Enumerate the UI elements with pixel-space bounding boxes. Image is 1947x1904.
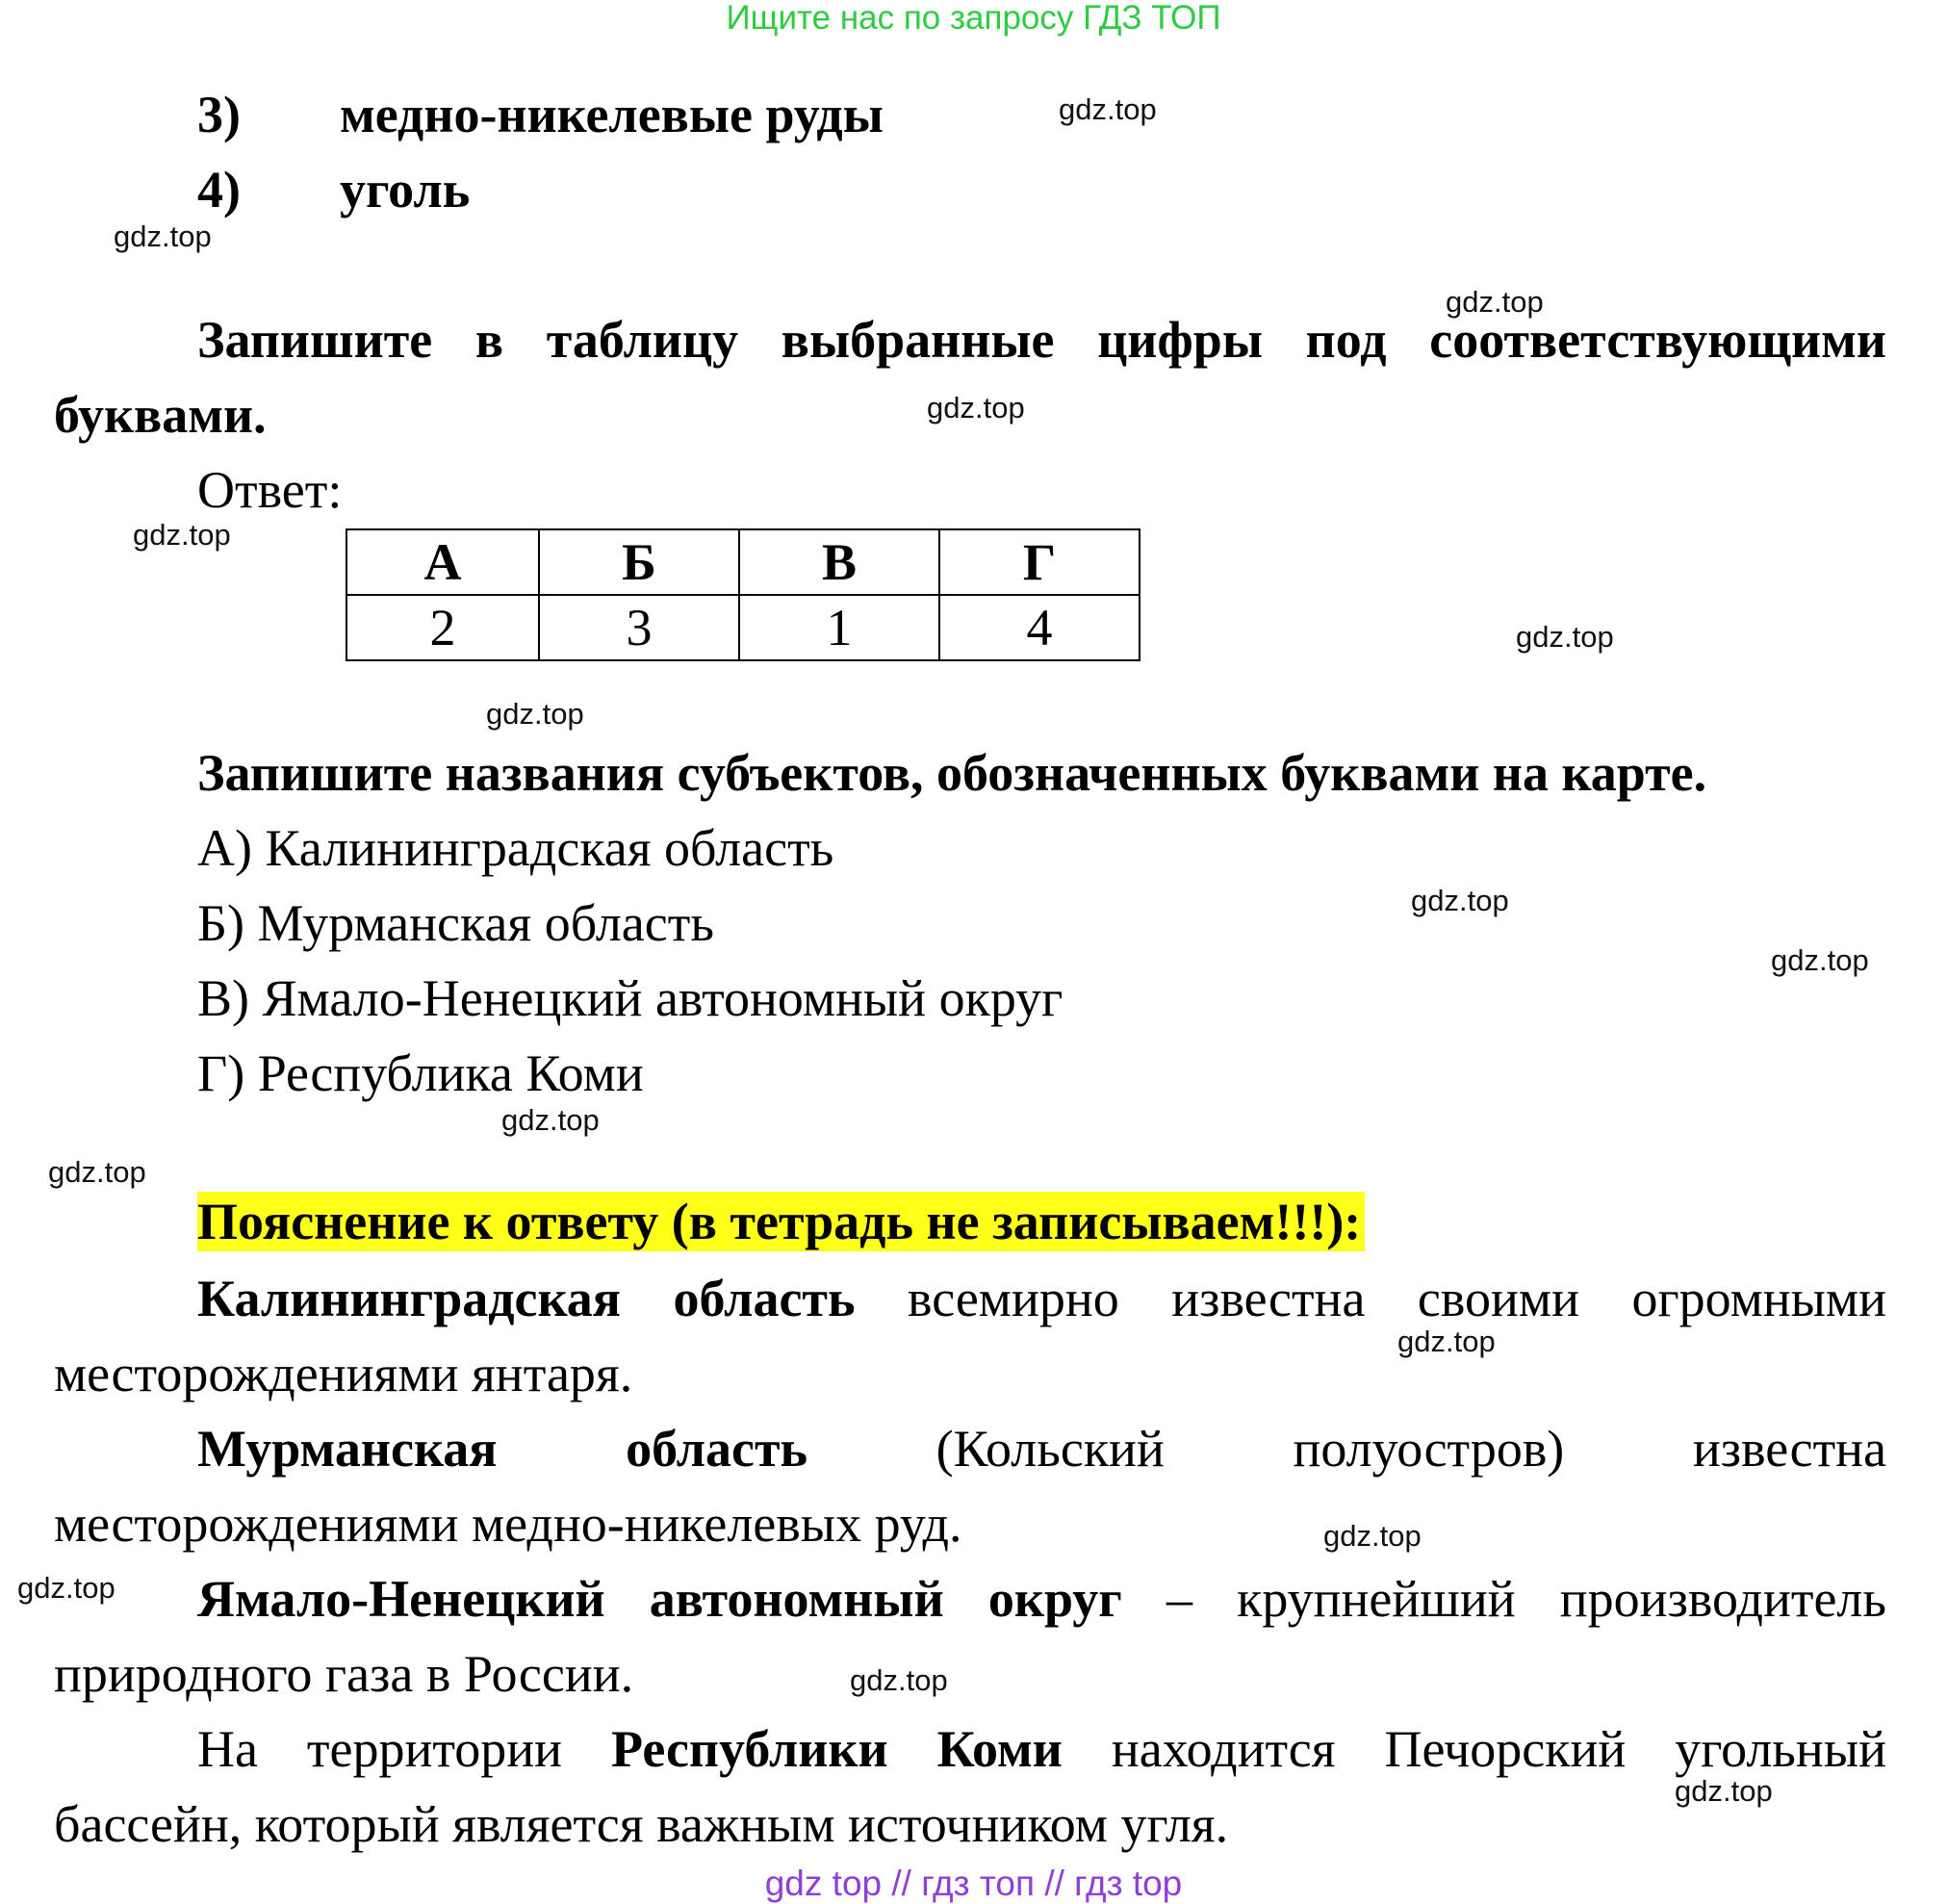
watermark: gdz.top [927,391,1025,425]
explanation-p3-line1 [197,1569,1886,1629]
explanation-p2-word5: известна [1692,1420,1887,1478]
explanation-p2-bold1: Мурманская [197,1420,498,1478]
explanation-p2-line1 [197,1419,1886,1479]
table-header-b: Б [539,529,739,595]
table-value-v: 1 [739,595,939,660]
top-banner: Ищите нас по запросу ГДЗ ТОП [726,0,1221,37]
region-b: Б) Мурманская область [197,894,714,952]
watermark: gdz.top [1397,1325,1496,1358]
explanation-p4-line2: бассейн, который является важным источником угля. [54,1795,1229,1853]
task2-text: Запишите названия субъектов, обозначенных буквами на карте. [197,744,1707,802]
watermark: gdz.top [1411,884,1509,917]
explanation-p2-bold2: область [626,1420,808,1478]
option-3-text: медно-никелевые руды [340,86,884,143]
region-v: В) Ямало-Ненецкий автономный округ [197,969,1063,1027]
watermark: gdz.top [486,697,584,731]
explanation-p2-line2: месторождениями медно-никелевых руд. [54,1495,962,1553]
explanation-p2-word4: полуостров) [1293,1420,1565,1478]
table-header-g: Г [939,529,1140,595]
watermark: gdz.top [114,219,212,253]
watermark: gdz.top [1771,943,1869,977]
explanation-p1-line2: месторождениями янтаря. [54,1345,633,1402]
table-header-v: В [739,529,939,595]
region-a: А) Калининградская область [197,819,834,877]
explanation-p3-bold: Ямало-Ненецкий автономный округ [197,1570,1122,1628]
explanation-p3-rest: – крупнейший производитель [1166,1570,1886,1628]
table-value-g: 4 [939,595,1140,660]
watermark: gdz.top [501,1103,600,1137]
watermark: gdz.top [17,1571,115,1605]
watermark: gdz.top [133,518,231,552]
explanation-p1-rest: всемирно известна своими огромными [908,1270,1887,1327]
option-4-text: уголь [340,161,471,219]
option-4-number: 4) [197,161,241,219]
explanation-p1-bold: Калининградская область [197,1270,856,1327]
table-header-a: А [346,529,539,595]
task1-line2: буквами. [54,386,267,444]
bottom-banner: gdz top // гдз топ // гдз top [764,1864,1183,1903]
watermark: gdz.top [850,1663,948,1697]
task1-line1: Запишите в таблицу выбранные цифры под соответствующими [197,311,1886,369]
explanation-p1-line1 [197,1269,1886,1328]
explanation-p2-word3: (Кольский [935,1420,1165,1478]
watermark: gdz.top [1675,1774,1773,1808]
answer-label: Ответ: [197,461,343,519]
explanation-p3-line2: природного газа в России. [54,1645,634,1703]
watermark: gdz.top [1516,620,1614,654]
answer-table-header-row [346,529,1140,595]
explanation-p4-rest: находится Печорский угольный [1111,1720,1887,1778]
watermark: gdz.top [48,1155,146,1189]
explanation-p4-bold: Республики Коми [611,1720,1063,1778]
answer-table [346,528,1140,661]
watermark: gdz.top [1446,285,1544,319]
watermark: gdz.top [1059,92,1157,126]
watermark: gdz.top [1323,1519,1422,1553]
explanation-title: Пояснение к ответу (в тетрадь не записываем!!!): [197,1192,1365,1251]
table-value-a: 2 [346,595,539,660]
table-value-b: 3 [539,595,739,660]
answer-table-value-row [346,595,1140,660]
option-3-number: 3) [197,86,241,143]
explanation-p4-start: На территории [197,1720,563,1778]
explanation-p4-line1 [197,1719,1886,1779]
region-g: Г) Республика Коми [197,1044,644,1102]
